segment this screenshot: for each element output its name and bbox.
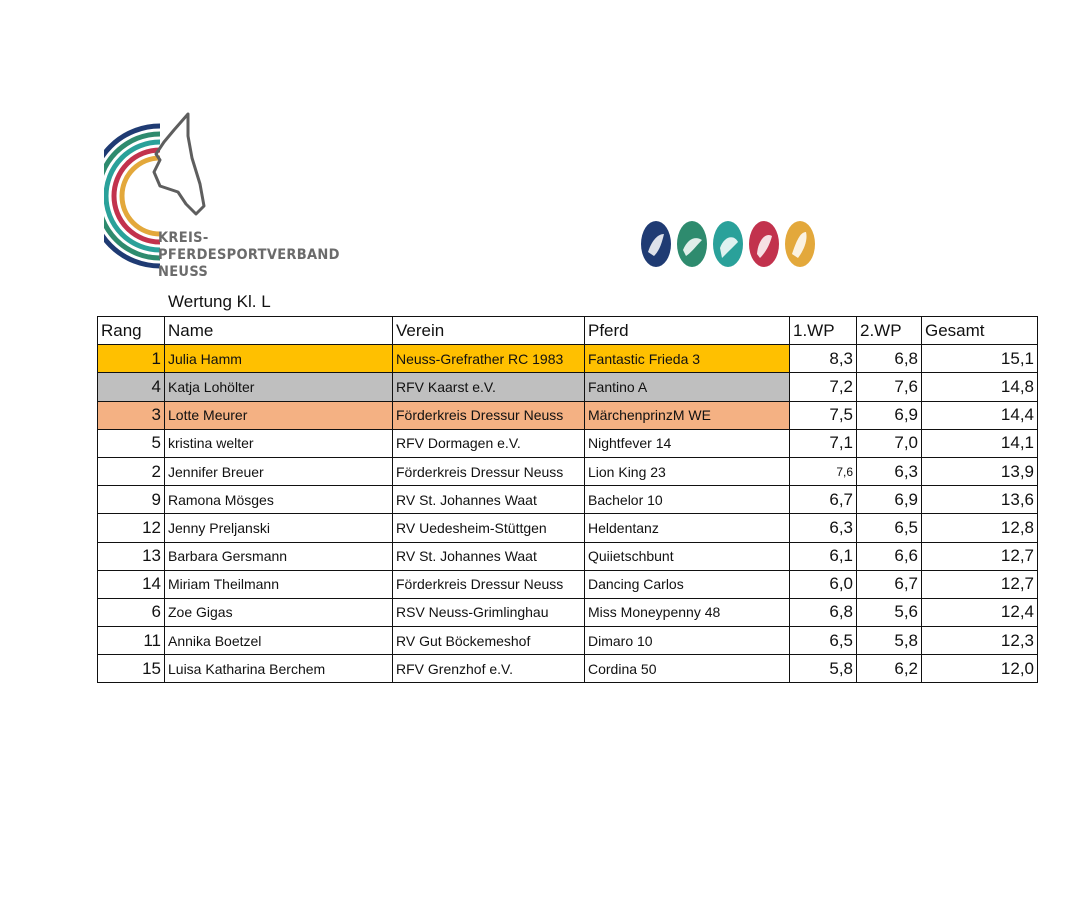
cell-pferd: Cordina 50 (585, 655, 790, 683)
logo-line2: NEUSS (158, 264, 209, 280)
header-verein: Verein (393, 317, 585, 345)
cell-wp1: 7,5 (790, 401, 857, 429)
cell-pferd: Miss Moneypenny 48 (585, 598, 790, 626)
table-row (98, 598, 1038, 626)
cell-name: Miriam Theilmann (165, 570, 393, 598)
cell-wp1: 7,1 (790, 429, 857, 457)
table-row (98, 514, 1038, 542)
cell-wp1: 7,2 (790, 373, 857, 401)
cell-gesamt: 14,1 (922, 429, 1038, 457)
cell-verein: Neuss-Grefrather RC 1983 (393, 345, 585, 373)
cell-wp2: 6,7 (857, 570, 922, 598)
cell-pferd: MärchenprinzM WE (585, 401, 790, 429)
cell-wp2: 6,5 (857, 514, 922, 542)
cell-gesamt: 12,3 (922, 627, 1038, 655)
cell-wp2: 6,9 (857, 401, 922, 429)
cell-gesamt: 13,9 (922, 457, 1038, 485)
cell-name: Barbara Gersmann (165, 542, 393, 570)
cell-verein: RFV Grenzhof e.V. (393, 655, 585, 683)
cell-rang: 9 (98, 486, 165, 514)
cell-gesamt: 15,1 (922, 345, 1038, 373)
cell-gesamt: 13,6 (922, 486, 1038, 514)
cell-pferd: Heldentanz (585, 514, 790, 542)
table-row (98, 486, 1038, 514)
cell-wp1: 8,3 (790, 345, 857, 373)
cell-verein: RSV Neuss-Grimlinghau (393, 598, 585, 626)
cell-wp1: 6,0 (790, 570, 857, 598)
cell-name: Jenny Preljanski (165, 514, 393, 542)
cell-wp1: 6,5 (790, 627, 857, 655)
cell-wp2: 6,2 (857, 655, 922, 683)
header-wp2: 2.WP (857, 317, 922, 345)
cell-gesamt: 14,4 (922, 401, 1038, 429)
cell-wp1: 7,6 (790, 457, 857, 485)
cell-verein: RV Gut Böckemeshof (393, 627, 585, 655)
cell-pferd: Fantastic Frieda 3 (585, 345, 790, 373)
cell-rang: 3 (98, 401, 165, 429)
table-row (98, 429, 1038, 457)
cell-name: Lotte Meurer (165, 401, 393, 429)
cell-name: kristina welter (165, 429, 393, 457)
cell-rang: 1 (98, 345, 165, 373)
cell-rang: 4 (98, 373, 165, 401)
cell-wp1: 6,8 (790, 598, 857, 626)
cell-verein: Förderkreis Dressur Neuss (393, 457, 585, 485)
header-gesamt: Gesamt (922, 317, 1038, 345)
cell-wp2: 7,6 (857, 373, 922, 401)
table-header-row (98, 317, 1038, 345)
table-row (98, 627, 1038, 655)
cell-name: Katja Lohölter (165, 373, 393, 401)
cell-name: Zoe Gigas (165, 598, 393, 626)
cell-wp1: 6,7 (790, 486, 857, 514)
cell-pferd: Nightfever 14 (585, 429, 790, 457)
cell-name: Luisa Katharina Berchem (165, 655, 393, 683)
cell-gesamt: 12,4 (922, 598, 1038, 626)
header-wp1: 1.WP (790, 317, 857, 345)
cell-wp2: 5,8 (857, 627, 922, 655)
cell-gesamt: 14,8 (922, 373, 1038, 401)
cell-wp2: 6,9 (857, 486, 922, 514)
cell-rang: 12 (98, 514, 165, 542)
vaulting-badge-icon (784, 220, 816, 268)
header-name: Name (165, 317, 393, 345)
cell-name: Julia Hamm (165, 345, 393, 373)
table-title: Wertung Kl. L (168, 292, 271, 311)
cell-rang: 2 (98, 457, 165, 485)
cell-name: Jennifer Breuer (165, 457, 393, 485)
cell-verein: RFV Kaarst e.V. (393, 373, 585, 401)
cell-wp2: 7,0 (857, 429, 922, 457)
cell-pferd: Lion King 23 (585, 457, 790, 485)
cell-verein: RV Uedesheim-Stüttgen (393, 514, 585, 542)
cell-wp1: 5,8 (790, 655, 857, 683)
cell-wp2: 6,3 (857, 457, 922, 485)
cell-verein: RV St. Johannes Waat (393, 542, 585, 570)
eventing-badge-icon (712, 220, 744, 268)
header-pferd: Pferd (585, 317, 790, 345)
cell-rang: 14 (98, 570, 165, 598)
cell-verein: RFV Dormagen e.V. (393, 429, 585, 457)
cell-verein: RV St. Johannes Waat (393, 486, 585, 514)
table-row (98, 570, 1038, 598)
table-row (98, 655, 1038, 683)
results-table (97, 316, 1038, 683)
cell-wp2: 5,6 (857, 598, 922, 626)
cell-gesamt: 12,7 (922, 542, 1038, 570)
cell-wp2: 6,8 (857, 345, 922, 373)
cell-pferd: Bachelor 10 (585, 486, 790, 514)
cell-pferd: Quiietschbunt (585, 542, 790, 570)
cell-rang: 5 (98, 429, 165, 457)
cell-gesamt: 12,0 (922, 655, 1038, 683)
cell-rang: 15 (98, 655, 165, 683)
cell-gesamt: 12,7 (922, 570, 1038, 598)
table-row (98, 373, 1038, 401)
cell-pferd: Dancing Carlos (585, 570, 790, 598)
table-row (98, 542, 1038, 570)
cell-wp1: 6,1 (790, 542, 857, 570)
cell-wp2: 6,6 (857, 542, 922, 570)
header-rang: Rang (98, 317, 165, 345)
cell-rang: 11 (98, 627, 165, 655)
table-row (98, 345, 1038, 373)
cell-verein: Förderkreis Dressur Neuss (393, 401, 585, 429)
cell-rang: 13 (98, 542, 165, 570)
logo-line1: KREIS-PFERDESPORTVERBAND (158, 230, 340, 263)
cell-pferd: Dimaro 10 (585, 627, 790, 655)
cell-pferd: Fantino A (585, 373, 790, 401)
cell-gesamt: 12,8 (922, 514, 1038, 542)
cell-name: Annika Boetzel (165, 627, 393, 655)
jumping-badge-icon (676, 220, 708, 268)
cell-wp1: 6,3 (790, 514, 857, 542)
cell-name: Ramona Mösges (165, 486, 393, 514)
kreis-pferdesportverband-logo (104, 110, 364, 280)
table-row (98, 457, 1038, 485)
cell-verein: Förderkreis Dressur Neuss (393, 570, 585, 598)
dressage-badge-icon (640, 220, 672, 268)
cell-rang: 6 (98, 598, 165, 626)
table-row (98, 401, 1038, 429)
driving-badge-icon (748, 220, 780, 268)
